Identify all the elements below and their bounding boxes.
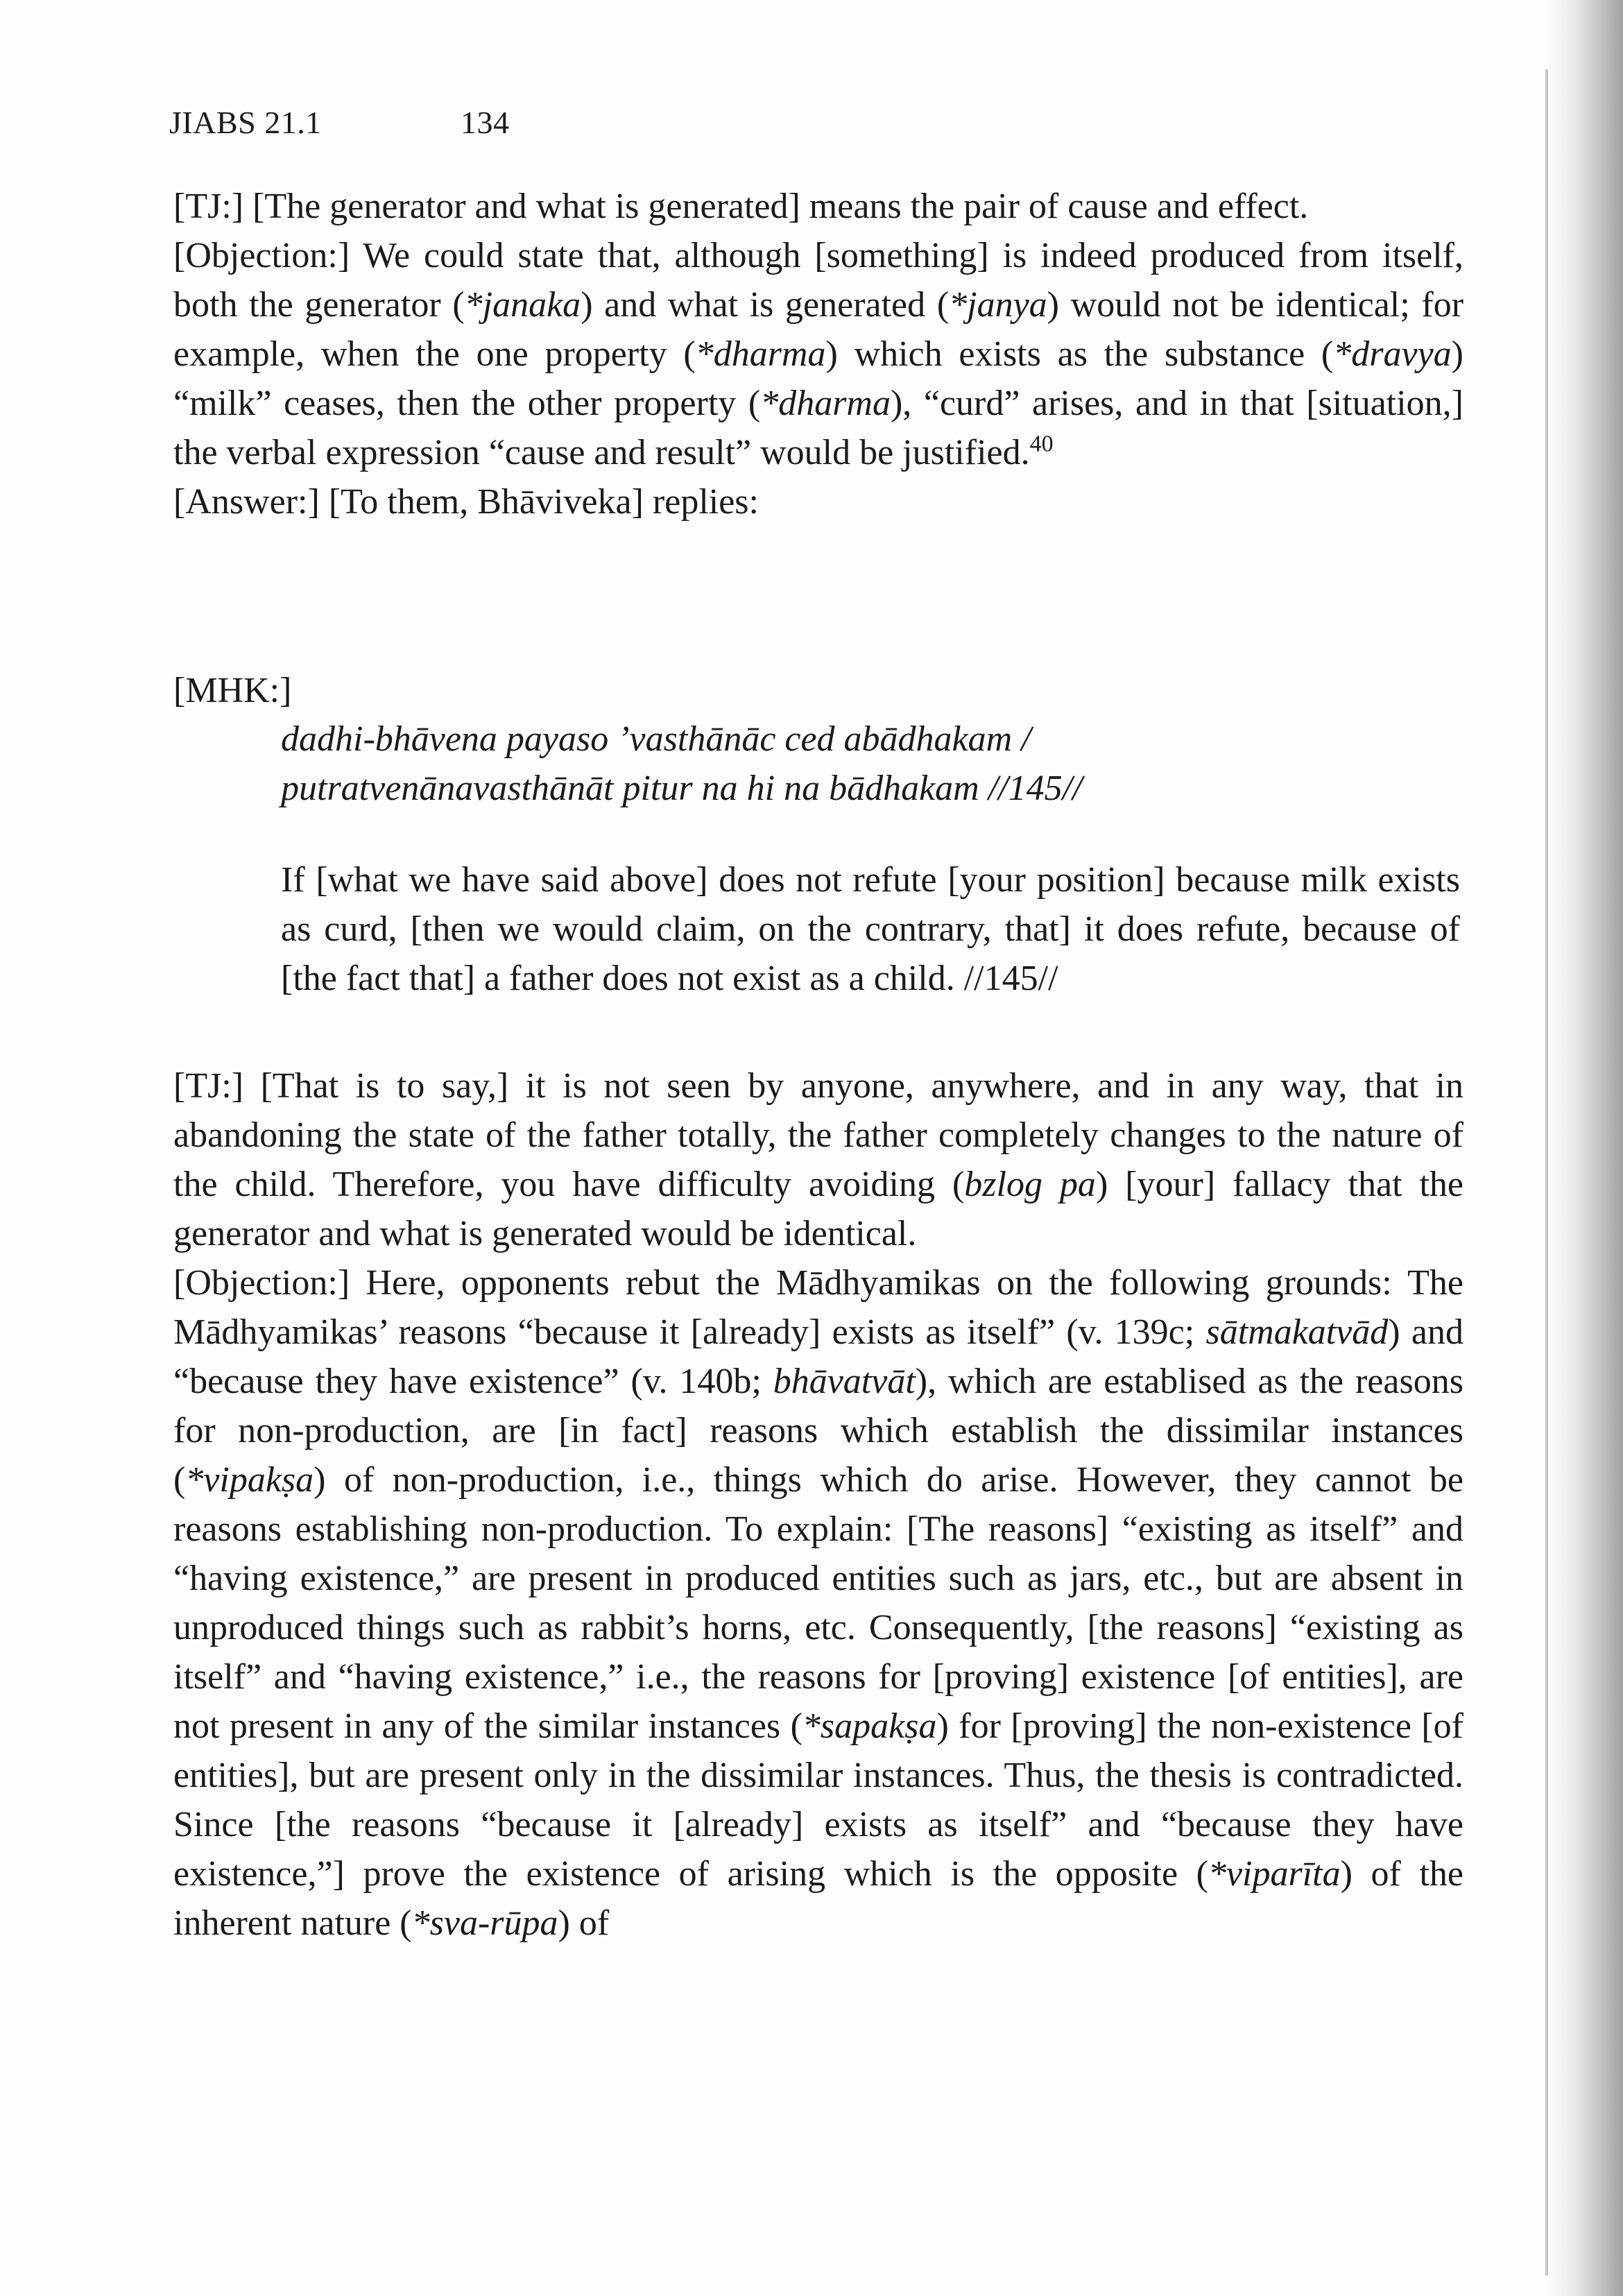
verse-line-2: putratvenānavasthānāt pitur na hi na bādhakam //145// [281, 769, 1083, 808]
paragraph-answer: [Answer:] [To them, Bhāviveka] replies: [173, 482, 759, 522]
mhk-label: [MHK:] [173, 671, 292, 710]
paragraph-tj-1: [TJ:] [The generator and what is generated] means the pair of cause and effect. [173, 187, 1309, 226]
running-head [169, 104, 510, 141]
footnote-ref-40[interactable]: 40 [1029, 431, 1054, 457]
text-block-1 [173, 182, 1463, 526]
paragraph-tj-2: [TJ:] [That is to say,] it is not seen by anyone, anywhere, and in any way, that in abandoning the state of the father totally, the father completely changes to the nature of the child. Therefore, you have difficulty avoiding (bzlog pa) [your] fallacy that the generator and what is generated would be identical. [173, 1066, 1464, 1253]
verse-line-1: dadhi-bhāvena payaso ’vasthānāc ced abādhakam / [281, 719, 1031, 759]
term-dravya: *dravya [1333, 334, 1452, 374]
term-satmakatvad: sātmakatvād [1205, 1312, 1389, 1352]
binding-shadow [1547, 0, 1623, 2296]
paragraph-objection-1: [Objection:] We could state that, although [something] is indeed produced from itself, both the generator (*janaka) and what is generated (*janya) would not be identical; for example, when the one property (*dharma) which exists as the substance (*dravya) “milk” ceases, then the other property (*dharma), “curd” arises, and in that [situation,] the verbal expression “cause and result” would be justified.$^{40}$ [173, 236, 1464, 472]
term-sva-rupa: *sva-rūpa [411, 1903, 558, 1943]
paragraph-objection-2: [Objection:] Here, opponents rebut the Mādhyamikas on the following grounds: The Mādhyamikas’ reasons “because it [already] exists as itself” (v. 139c; sātmakatvād) and “because they have existence” (v. 140b; bhāvatvāt), which are establised as the reasons for non-production, are [in fact] reasons which establish the dissimilar instances (*vipakṣa) of non-production, i.e., things which do arise. However, they cannot be reasons establishing non-production. To explain: [The reasons] “existing as itself” and “having existence,” are present in produced entities such as jars, etc., but are absent in unproduced things such as rabbit’s horns, etc. Consequently, [the reasons] “existing as itself” and “having existence,” i.e., the reasons for [proving] existence [of entities], are not present in any of the similar instances (*sapakṣa) for [proving] the non-existence [of entities], but are present only in the dissimilar instances. Thus, the thesis is contradicted. Since [the reasons “because it [already] exists as itself” and “because they have existence,”] prove the existence of arising which is the opposite (*viparīta) of the inherent nature (*sva-rūpa) of [173, 1263, 1463, 1943]
journal-title: JIABS 21.1 [169, 105, 322, 140]
sanskrit-verse [281, 714, 1460, 813]
page-number: 134 [461, 105, 510, 140]
term-dharma: *dharma [760, 384, 891, 423]
term-bzlog-pa: bzlog pa [964, 1165, 1096, 1204]
term-janya: *janya [949, 285, 1047, 325]
term-janaka: *janaka [464, 285, 581, 325]
term-vipaksa: *vipakṣa [185, 1460, 314, 1500]
verse-translation: If [what we have said above] does not refute [your position] because milk exists as curd, [then we would claim, on the contrary, that] it does refute, because of [the fact that] a father does not exist as a child. //145// [281, 860, 1460, 998]
term-sapaksa: *sapakṣa [802, 1706, 937, 1746]
term-viparita: *viparīta [1208, 1854, 1341, 1894]
text-block-2 [173, 1061, 1463, 1948]
term-bhavatvat: bhāvatvāt [773, 1362, 916, 1401]
term-dharma: *dharma [695, 334, 826, 374]
